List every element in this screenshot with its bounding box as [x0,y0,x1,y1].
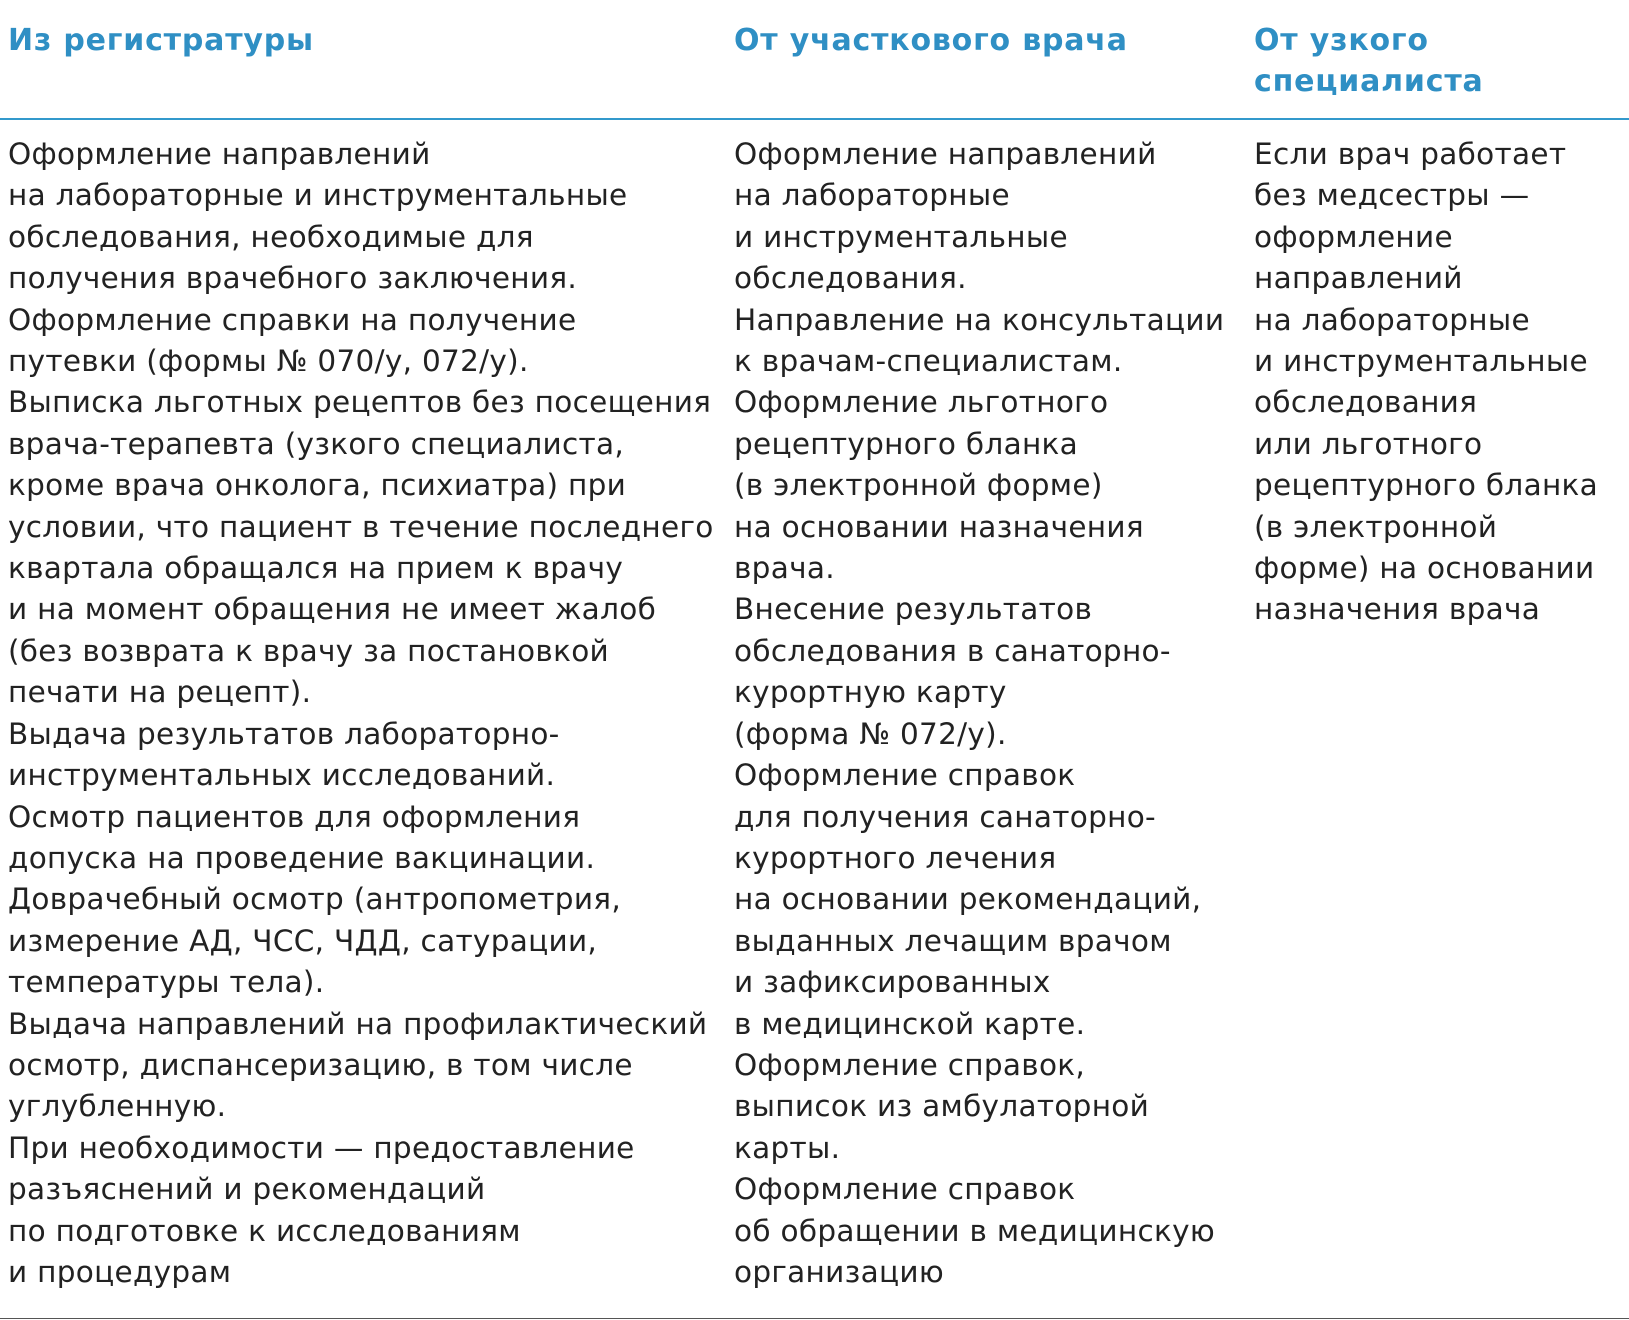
cell-text-line: обследования. [734,261,967,296]
cell-text-line: Оформление справок, [734,1047,1086,1082]
cell-text-line: на лабораторные [734,178,1010,213]
cell-text-line: осмотр, диспансеризацию, в том числе [8,1047,633,1082]
cell-text-line: без медсестры — [1254,178,1530,213]
cell-text-line: и инструментальные [1254,344,1588,379]
cell-text-line: разъяснений и рекомендаций [8,1172,486,1207]
cell-text-line: на лабораторные [1254,302,1530,337]
cell-text-line: (форма № 072/у). [734,716,1007,751]
cell-text-line: курортную карту [734,675,1007,710]
cell-text-line: обследования, необходимые для [8,219,534,254]
cell-text-line: направлений [1254,261,1463,296]
cell-text-line: (в электронной [1254,509,1498,544]
cell-text-line: допуска на проведение вакцинации. [8,840,596,875]
cell-text-line: выданных лечащим врачом [734,923,1172,958]
cell-text-line: условии, что пациент в течение последнего [8,509,714,544]
cell-text-line: Направление на консультации [734,302,1225,337]
cell-text-line: в медицинской карте. [734,1006,1086,1041]
cell-text-line: кроме врача онколога, психиатра) при [8,468,627,503]
cell-text-line: об обращении в медицинскую [734,1213,1216,1248]
cell-text-line: обследования [1254,385,1478,420]
cell-text-line: врача-терапевта (узкого специалиста, [8,426,625,461]
cell-text-line: Если врач работает [1254,137,1567,171]
cell-text-line: Выписка льготных рецептов без посещения [8,385,712,420]
header-specialist [1254,20,1624,102]
cell-text-line: Внесение результатов [734,592,1093,627]
cell-text-line: рецептурного бланка [734,426,1079,461]
column-registry [8,134,714,1293]
cell-text-line: Выдача результатов лабораторно- [8,716,560,751]
cell-text-line: Оформление направлений [8,137,431,171]
cell-text-line: курортного лечения [734,840,1057,875]
cell-text-line: Оформление направлений [734,137,1157,171]
cell-text-line: по подготовке к исследованиям [8,1213,521,1248]
header-line: специалиста [1254,64,1484,99]
header-district-doctor [734,20,1234,61]
cell-text-line: карты. [734,1130,841,1165]
cell-text-line: путевки (формы № 070/у, 072/у). [8,344,529,379]
cell-text-line: к врачам-специалистам. [734,344,1123,379]
cell-text-line: получения врачебного заключения. [8,261,578,296]
cell-text-line: на основании назначения [734,509,1144,544]
cell-text-line: назначения врача [1254,592,1541,627]
cell-text-line: измерение АД, ЧСС, ЧДД, сатурации, [8,923,598,958]
cell-text-line: Оформление справок [734,758,1076,793]
header-registry [8,20,708,61]
cell-text-line: форме) на основании [1254,551,1595,586]
cell-text-line: Оформление льготного [734,385,1109,420]
table-body-row [0,120,1629,1319]
column-specialist [1254,134,1624,631]
cell-text-line: температуры тела). [8,965,325,1000]
header-line: От участкового врача [734,23,1128,58]
cell-text-line: При необходимости — предоставление [8,1130,635,1165]
cell-text-line: Доврачебный осмотр (антропометрия, [8,882,622,917]
cell-text-line: Оформление справок [734,1172,1076,1207]
table-header-row [0,0,1629,120]
cell-text-line: организацию [734,1254,944,1289]
cell-text-line: Выдача направлений на профилактический [8,1006,708,1041]
cell-text-line: или льготного [1254,426,1483,461]
cell-text-line: (без возврата к врачу за постановкой [8,633,610,668]
cell-text-line: квартала обращался на прием к врачу [8,551,624,586]
cell-text-line: Оформление справки на получение [8,302,577,337]
cell-text-line: и процедурам [8,1254,232,1289]
cell-text-line: для получения санаторно- [734,799,1156,834]
cell-text-line: рецептурного бланка [1254,468,1599,503]
cell-text-line: выписок из амбулаторной [734,1089,1150,1124]
cell-text-line: Осмотр пациентов для оформления [8,799,581,834]
cell-text-line: (в электронной форме) [734,468,1103,503]
cell-text-line: углубленную. [8,1089,227,1124]
cell-text-line: врача. [734,551,835,586]
cell-text-line: и инструментальные [734,219,1068,254]
header-line: Из регистратуры [8,23,314,58]
cell-text-line: на основании рекомендаций, [734,882,1202,917]
cell-text-line: и зафиксированных [734,965,1051,1000]
cell-text-line: печати на рецепт). [8,675,312,710]
cell-text-line: оформление [1254,219,1453,254]
cell-text-line: на лабораторные и инструментальные [8,178,628,213]
column-district-doctor [734,134,1234,1293]
header-line: От узкого [1254,23,1429,58]
cell-text-line: и на момент обращения не имеет жалоб [8,592,657,627]
cell-text-line: обследования в санаторно- [734,633,1171,668]
cell-text-line: инструментальных исследований. [8,758,556,793]
